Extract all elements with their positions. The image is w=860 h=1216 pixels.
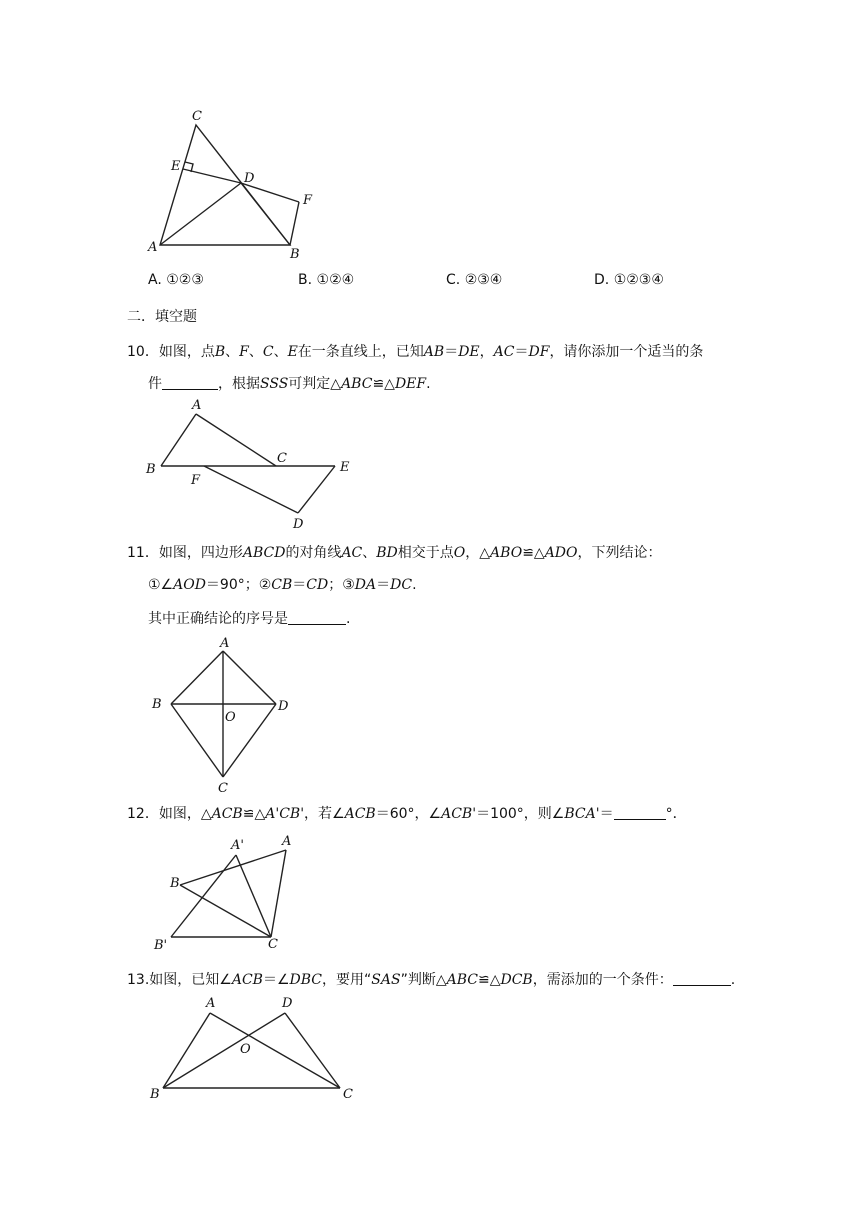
figure-q9 (140, 100, 340, 265)
segment-ad (160, 183, 241, 245)
segment-db (241, 183, 290, 245)
answer-blank-q10[interactable] (162, 375, 218, 390)
q10-line1: 10．如图，点B、F、C、E在一条直线上，已知AB＝DE，AC＝DF，请你添加一个适当的条 (127, 344, 704, 360)
label-e: E (340, 460, 350, 475)
figure-q10 (140, 395, 370, 535)
label-f: F (191, 473, 201, 488)
label-d: D (244, 171, 255, 186)
answer-blank-q12[interactable] (614, 805, 666, 820)
label-d: D (278, 699, 289, 714)
answer-blank-q13[interactable] (673, 971, 731, 986)
q11-line1: 11．如图，四边形ABCD的对角线AC、BD相交于点O，△ABO≌△ADO，下列结论： (127, 545, 662, 561)
answer-blank-q11[interactable] (288, 610, 346, 625)
label-c: C (277, 451, 287, 466)
label-b: B (170, 876, 180, 891)
label-a: A (206, 996, 216, 1011)
label-a-prime: A' (231, 838, 244, 853)
label-b: B (150, 1087, 160, 1102)
label-e: E (171, 159, 181, 174)
label-c: C (218, 781, 228, 796)
label-f: F (303, 193, 313, 208)
option-d: D. ①②③④ (594, 272, 664, 288)
q12-line1: 12．如图，△ACB≌△A'CB'，若∠ACB＝60°，∠ACB'＝100°，则∠BCA'＝ °． (127, 806, 687, 822)
figure-q13 (140, 990, 370, 1105)
label-o: O (240, 1042, 251, 1057)
label-b: B (146, 462, 156, 477)
option-b: B. ①②④ (298, 272, 355, 288)
label-d: D (293, 517, 304, 532)
option-c: C. ②③④ (446, 272, 503, 288)
triangle-abc (160, 125, 290, 245)
label-d: D (282, 996, 293, 1011)
label-b-prime: B' (154, 938, 168, 953)
segment-bf (290, 202, 299, 245)
label-a: A (192, 398, 202, 413)
q11-line2: ①∠AOD＝90°；②CB＝CD；③DA＝DC. (148, 577, 417, 593)
q11-line3: 其中正确结论的序号是 . (148, 611, 351, 627)
label-a: A (148, 240, 158, 255)
figure-q12 (140, 825, 310, 955)
figure-q11 (140, 630, 310, 795)
label-b: B (152, 697, 162, 712)
section-title: 二．填空题 (127, 309, 197, 325)
q13-line1: 13.如图，已知∠ACB＝∠DBC，要用“SAS”判断△ABC≌△DCB，需添加的一个条件： . (127, 972, 736, 988)
label-c: C (268, 937, 278, 952)
label-o: O (225, 710, 236, 725)
label-c: C (343, 1087, 353, 1102)
label-a: A (220, 636, 230, 651)
label-b: B (290, 247, 300, 262)
label-c: C (192, 109, 202, 124)
label-a: A (282, 834, 292, 849)
option-a: A. ①②③ (148, 272, 204, 288)
q10-line2: 件 ，根据SSS可判定△ABC≌△DEF. (148, 376, 431, 392)
